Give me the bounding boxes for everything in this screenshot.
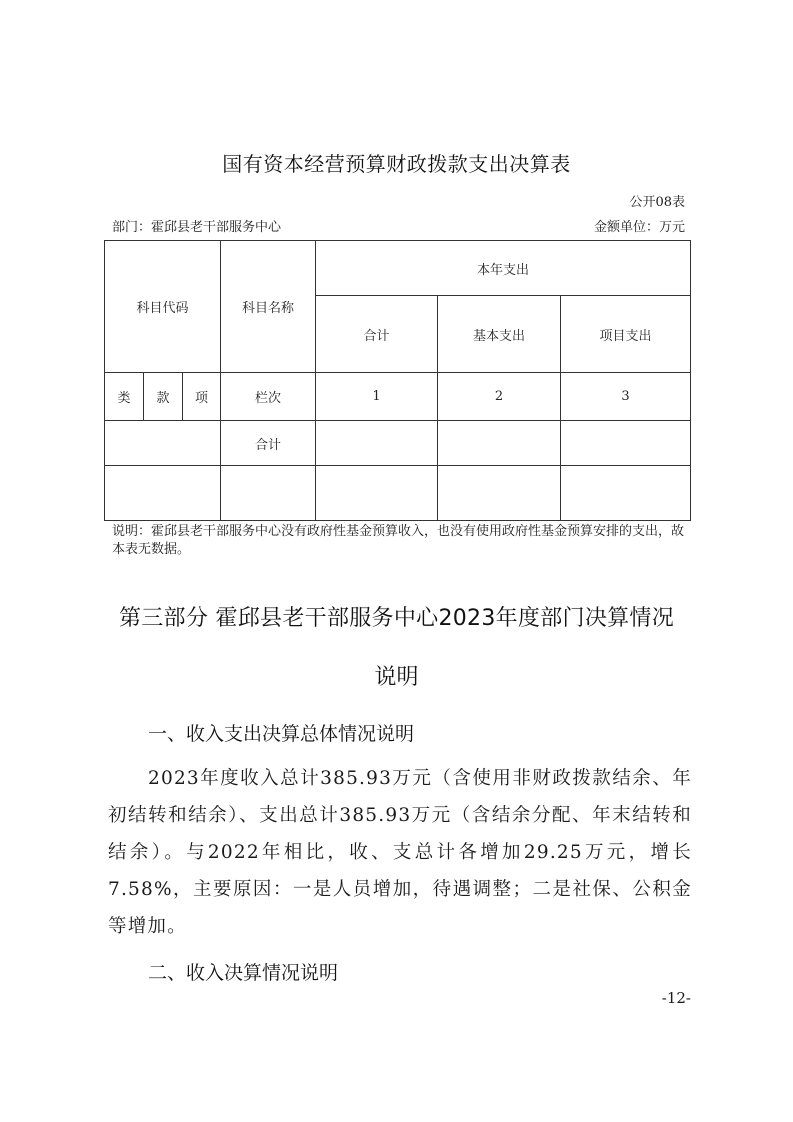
expenditure-table	[104, 240, 691, 521]
page-number: -12-	[661, 989, 691, 1007]
section1-heading: 一、收入支出决算总体情况说明	[148, 723, 415, 745]
form-number: 公开08表	[629, 195, 685, 210]
header-row-1	[105, 241, 691, 296]
row-total	[316, 421, 438, 466]
header-total: 合计	[316, 296, 438, 373]
header-item: 项	[183, 373, 221, 421]
section1-body: 2023年度收入总计385.93万元（含使用非财政拨款结余、年初结转和结余）、支出总计385.93万元（含结余分配、年末结转和结余）。与2022年相比，收、支总计各增加29.25万元，增长7.58%，主要原因：一是人员增加，待遇调整；二是社保、公积金等增加。	[108, 768, 692, 937]
part-three-title-continued: 说明	[374, 665, 419, 690]
column-index-2: 2	[438, 373, 561, 421]
table-row	[105, 421, 691, 466]
amount-unit-label: 金额单位：万元	[593, 220, 685, 235]
row-code	[105, 421, 221, 466]
header-subject-code: 科目代码	[105, 241, 221, 373]
header-current-year-expenditure: 本年支出	[316, 241, 691, 296]
column-index-row	[105, 373, 691, 421]
section2-heading: 二、收入决算情况说明	[148, 962, 339, 984]
header-column-index: 栏次	[221, 373, 316, 421]
row-project	[561, 421, 691, 466]
row-name: 合计	[221, 421, 316, 466]
part-three-title: 第三部分 霍邱县老干部服务中心2023年度部门决算情况	[118, 606, 675, 631]
row-code	[105, 466, 221, 521]
table-note: 说明：霍邱县老干部服务中心没有政府性基金预算收入，也没有使用政府性基金预算安排的支出，故本表无数据。	[112, 524, 685, 557]
row-project	[561, 466, 691, 521]
header-basic-expenditure: 基本支出	[438, 296, 561, 373]
column-index-3: 3	[561, 373, 691, 421]
table-title: 国有资本经营预算财政拨款支出决算表	[222, 152, 571, 176]
row-total	[316, 466, 438, 521]
row-basic	[438, 466, 561, 521]
row-name	[221, 466, 316, 521]
department-label: 部门：霍邱县老干部服务中心	[112, 220, 282, 235]
column-index-1: 1	[316, 373, 438, 421]
header-category: 类	[105, 373, 144, 421]
table-row	[105, 466, 691, 521]
header-section: 款	[144, 373, 183, 421]
header-subject-name: 科目名称	[221, 241, 316, 373]
header-project-expenditure: 项目支出	[561, 296, 691, 373]
row-basic	[438, 421, 561, 466]
